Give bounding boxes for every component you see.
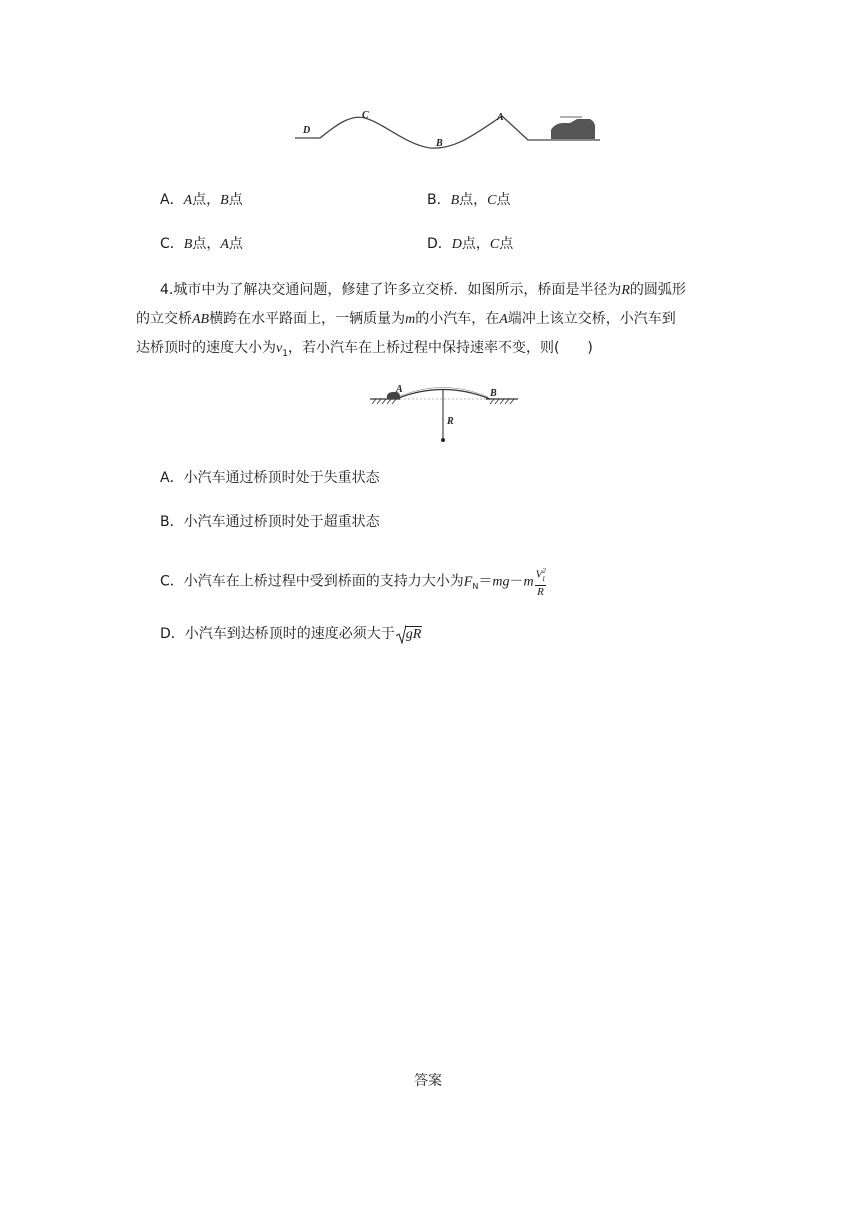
track-figure <box>290 104 610 156</box>
ground-right <box>486 399 518 404</box>
car-icon <box>551 117 595 139</box>
label-C: C <box>362 110 369 121</box>
bridge-label-R: R <box>447 416 454 427</box>
bridge-label-B: B <box>490 388 497 399</box>
answer-heading: 答案 <box>414 1073 442 1089</box>
label-D: D <box>303 125 311 136</box>
q4-stem-line1: 4.城市中为了解决交通问题，修建了许多立交桥．如图所示，桥面是半径为R的圆弧形 <box>160 282 686 298</box>
bridge-figure <box>366 378 528 448</box>
q3-option-c: C．B点，A点 <box>160 236 243 252</box>
center-point <box>441 438 445 442</box>
q4-stem-line2: 的立交桥AB横跨在水平路面上，一辆质量为m的小汽车，在A端冲上该立交桥，小汽车到 <box>136 311 676 327</box>
bridge-label-A: A <box>396 384 403 395</box>
q4-option-b: B．小汽车通过桥顶时处于超重状态 <box>160 514 380 530</box>
ground-left <box>370 399 400 404</box>
q3-option-b: B．B点，C点 <box>427 192 511 208</box>
q4-stem-line3: 达桥顶时的速度大小为$v_1$，若小汽车在上桥过程中保持速率不变，则( ) <box>136 340 593 359</box>
q3-option-a: A．A点，B点 <box>160 192 243 208</box>
q4-option-a: A．小汽车通过桥顶时处于失重状态 <box>160 470 380 486</box>
q4-option-d: D．小汽车到达桥顶时的速度必须大于 gR <box>160 624 422 645</box>
velocity-fraction: $\frac{V^2_1}{R}$ <box>535 567 546 598</box>
q3-option-d: D．D点，C点 <box>427 236 514 252</box>
label-B: B <box>436 138 443 149</box>
label-A: A <box>497 112 504 123</box>
q4-option-c: C．小汽车在上桥过程中受到桥面的支持力大小为$F_N=mg-m$ $\frac{V^2_1}{R}$ <box>160 567 546 598</box>
sqrt-gR: gR <box>396 624 423 645</box>
